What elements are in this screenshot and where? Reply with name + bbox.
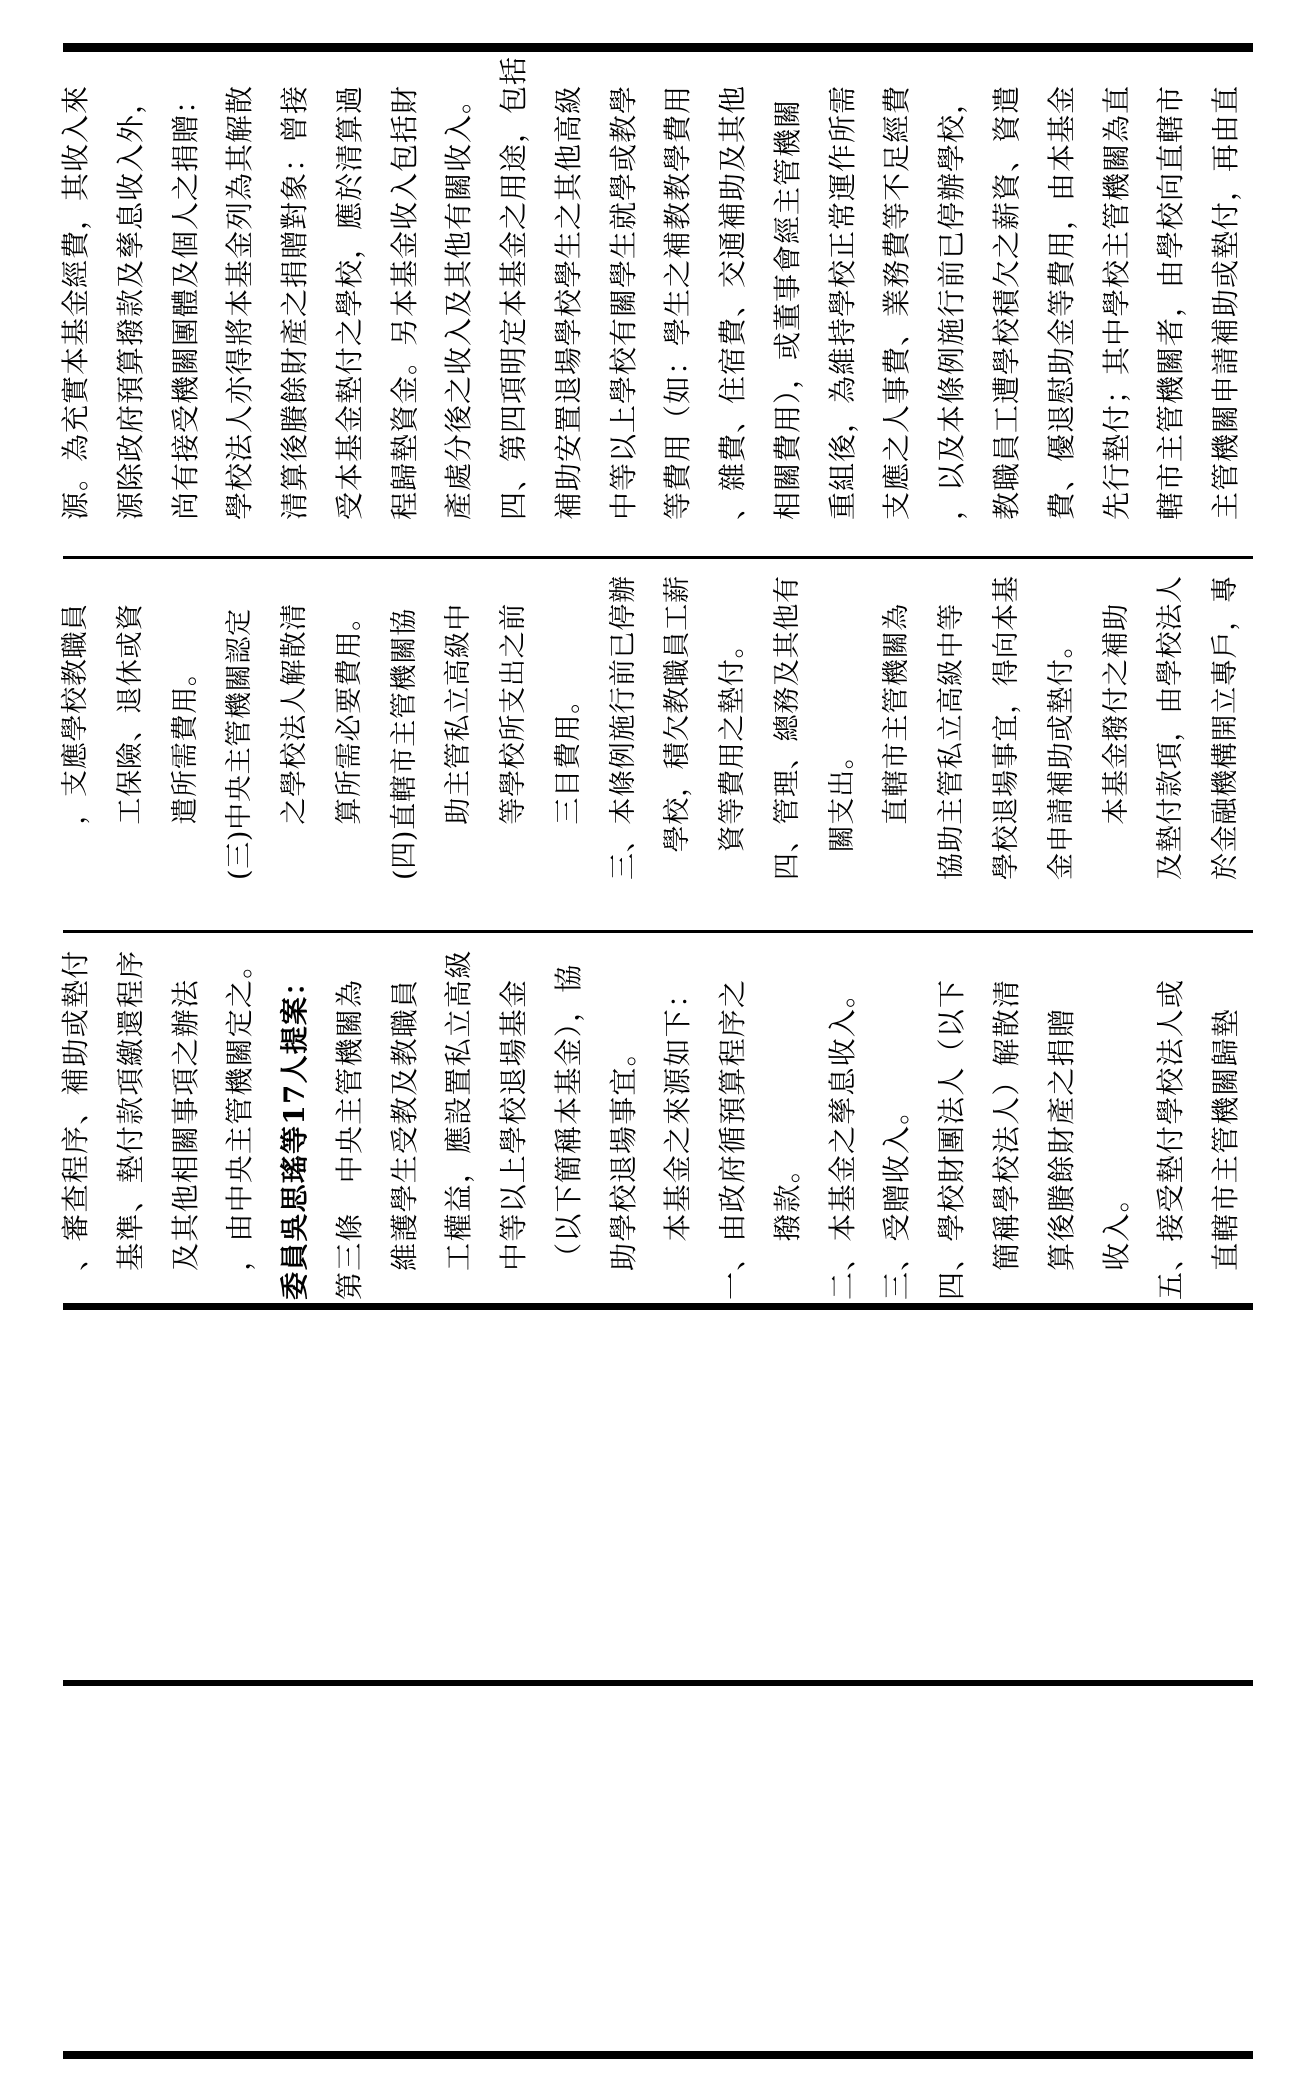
text-column-c: [49, 946, 1254, 1300]
text-line: 關支出。: [826, 741, 858, 853]
text-line: 尚有接受機關團體及個人之捐贈：: [168, 84, 202, 520]
text-line: 源除政府預算撥款及孳息收入外，: [113, 84, 147, 520]
text-line: 金申請補助或墊付。: [1045, 630, 1077, 880]
text-line: 收入。: [1099, 1183, 1133, 1271]
text-line: 工保險、退休或資: [114, 603, 146, 825]
text-line: 先行墊付；其中學校主管機關為直: [1099, 84, 1133, 520]
text-line: 、審查程序、補助或墊付: [59, 949, 92, 1271]
text-line: 及墊付款項，由學校法人: [1155, 575, 1187, 880]
text-line: 轄市主管機關者，由學校向直轄市: [1154, 84, 1188, 520]
text-line: 第三條 中央主管機關為: [332, 978, 366, 1300]
text-line: 助學校退場事宜。: [606, 1037, 640, 1271]
text-line: 五、接受墊付學校法人或: [1154, 978, 1188, 1300]
text-line: 二、本基金之孳息收入。: [825, 978, 859, 1300]
divider-band2-band3: [63, 930, 1253, 933]
text-line: 四、學校財團法人（以下: [935, 978, 969, 1300]
text-line: 本基金撥付之補助: [1100, 603, 1132, 825]
text-line: 清算後賸餘財產之捐贈對象：曾接: [278, 84, 312, 520]
text-line: (三)中央主管機關認定: [224, 608, 256, 880]
text-line: 三目費用。: [552, 686, 584, 825]
divider-empty-cells: [63, 1680, 1253, 1686]
text-line: 四、管理、總務及其他有: [771, 575, 803, 880]
text-line: 學校退場事宜，得向本基: [991, 575, 1023, 880]
text-line: 委員吳思瑤等17人提案：: [278, 966, 312, 1300]
text-line: ，由中央主管機關定之。: [223, 949, 257, 1271]
text-line: 等費用（如：學生之補教教學費用: [661, 84, 695, 520]
text-line: 直轄市主管機關為: [881, 603, 913, 825]
text-line: 受本基金墊付之學校，應於清算過: [332, 84, 366, 520]
text-line: 相關費用），或董事會經主管機關: [770, 98, 804, 520]
text-line: 之學校法人解散清: [279, 603, 311, 825]
text-line: 、雜費、住宿費、交通補助及其他: [716, 84, 750, 520]
text-line: 三、受贈收入。: [880, 1095, 914, 1300]
text-line: 支應之人事費、業務費等不足經費: [880, 84, 914, 520]
text-line: 算所需必要費用。: [333, 603, 365, 825]
text-line: (四)直轄市主管機關協: [388, 608, 420, 880]
text-line: 四、第四項明定本基金之用途，包括: [497, 55, 531, 520]
text-line: 協助主管私立高級中等: [936, 603, 968, 880]
text-line: 學校，積欠教職員工薪: [662, 575, 694, 853]
text-line: 維護學生受教及教職員: [387, 978, 421, 1271]
text-line: 中等以上學校退場基金: [497, 978, 531, 1271]
text-line: 重組後，為維持學校正常運作所需: [825, 84, 859, 520]
text-line: ，以及本條例施行前已停辦學校，: [935, 84, 969, 520]
top-border-bar: [63, 43, 1253, 52]
text-line: 本基金之來源如下：: [661, 978, 695, 1242]
text-line: 中等以上學校有關學生就學或教學: [606, 84, 640, 520]
text-line: ，支應學校教職員: [60, 603, 91, 825]
text-line: 簡稱學校法人）解散清: [990, 978, 1024, 1271]
text-line: 補助安置退場學校學生之其他高級: [551, 84, 585, 520]
text-line: 學校法人亦得將本基金列為其解散: [223, 84, 257, 520]
text-line: 源。為充實本基金經費，其收入來: [59, 84, 92, 520]
text-line: 工權益，應設置私立高級: [442, 949, 476, 1271]
divider-band1-band2: [63, 556, 1253, 559]
text-line: 撥款。: [770, 1154, 804, 1242]
text-line: 產處分後之收入及其他有關收入。: [442, 84, 476, 520]
bottom-border-bar: [63, 2051, 1253, 2059]
text-line: 算後賸餘財產之捐贈: [1044, 1008, 1078, 1271]
text-line: 於金融機構開立專戶，專: [1210, 575, 1242, 880]
text-line: 費、優退慰助金等費用，由本基金: [1044, 84, 1078, 520]
text-line: 主管機關申請補助或墊付，再由直: [1209, 84, 1243, 520]
text-line: 助主管私立高級中: [443, 603, 475, 825]
text-line: 直轄市主管機關歸墊: [1209, 1008, 1243, 1271]
text-line: 一、由政府循預算程序之: [716, 978, 750, 1300]
text-line: 及其他相關事項之辦法: [168, 978, 202, 1271]
text-line: 資等費用之墊付。: [717, 630, 749, 853]
text-line: 等學校所支出之前: [498, 603, 530, 825]
text-line: 遣所需費用。: [169, 658, 201, 825]
text-line: 教職員工遭學校積欠之薪資、資遣: [990, 84, 1024, 520]
text-line: 程歸墊資金。另本基金收入包括財: [387, 84, 421, 520]
text-line: （以下簡稱本基金），協: [551, 963, 585, 1271]
text-column-b: [49, 572, 1254, 880]
text-line: 基準、墊付款項繳還程序: [113, 949, 147, 1271]
divider-band3-empty-cell: [63, 1303, 1253, 1310]
text-line: 三、本條例施行前已停辦: [607, 575, 639, 880]
text-column-a: [49, 52, 1254, 520]
